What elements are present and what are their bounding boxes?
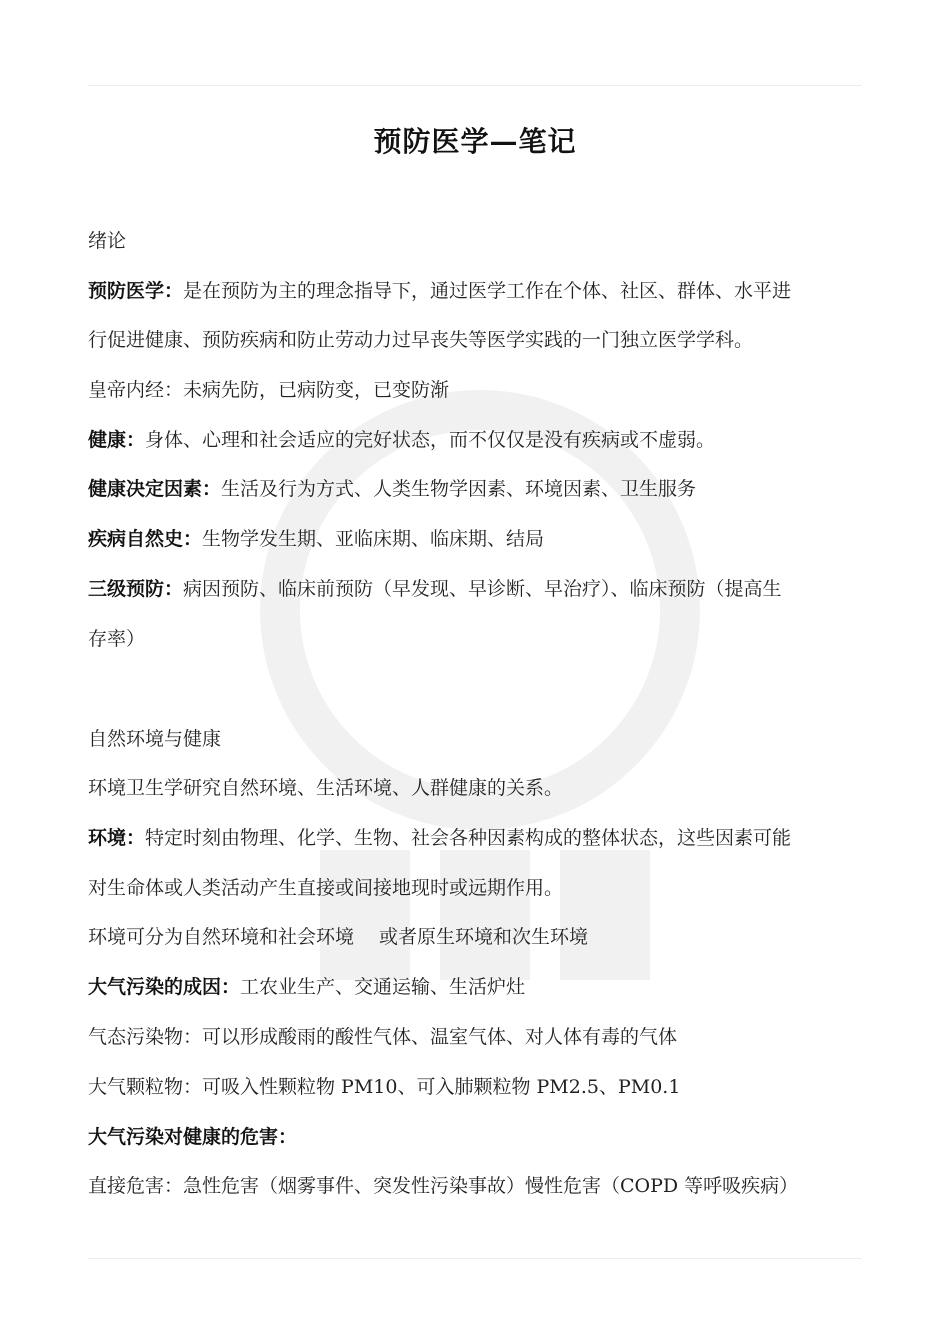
three-level-text: 病因预防、临床前预防（早发现、早诊断、早治疗）、临床预防（提高生 [183, 578, 782, 600]
env-hygiene-line: 环境卫生学研究自然环境、生活环境、人群健康的关系。 [88, 777, 564, 799]
determinants-term: 健康决定因素： [88, 478, 222, 500]
health-term: 健康： [88, 429, 146, 451]
air-cause-text: 工农业生产、交通运输、生活炉灶 [240, 976, 526, 998]
three-level-prevention-line1 [88, 574, 868, 604]
gas-pollutants-line: 气态污染物：可以形成酸雨的酸性气体、温室气体、对人体有毒的气体 [88, 1026, 678, 1048]
footer-rule [88, 1258, 862, 1259]
environment-term: 环境： [88, 827, 146, 849]
huangdi-neijing-line: 皇帝内经：未病先防，已病防变，已变防渐 [88, 379, 450, 401]
environment-text: 特定时刻由物理、化学、生物、社会各种因素构成的整体状态，这些因素可能 [145, 827, 792, 849]
environment-definition-line1 [88, 823, 868, 853]
prevmed-definition-line2: 行促进健康、预防疾病和防止劳动力过早丧失等医学实践的一门独立医学学科。 [88, 329, 754, 351]
health-determinants [88, 474, 868, 504]
air-harm-heading [88, 1122, 868, 1152]
watermark-logo [200, 380, 760, 1000]
health-definition [88, 425, 868, 455]
three-level-term: 三级预防： [88, 578, 184, 600]
environment-definition-line2: 对生命体或人类活动产生直接或间接地现时或远期作用。 [88, 877, 564, 899]
air-cause-term: 大气污染的成因： [88, 976, 241, 998]
health-text: 身体、心理和社会适应的完好状态，而不仅仅是没有疾病或不虚弱。 [145, 429, 716, 451]
page-title: 预防医学—笔记 [373, 125, 577, 158]
header-rule [88, 85, 862, 86]
prevmed-term: 预防医学： [88, 280, 184, 302]
direct-harm-line: 直接危害：急性危害（烟雾事件、突发性污染事故）慢性危害（COPD 等呼吸疾病） [88, 1175, 799, 1197]
environment-types-line: 环境可分为自然环境和社会环境 或者原生环境和次生环境 [88, 926, 589, 948]
natural-history-text: 生物学发生期、亚临床期、临床期、结局 [202, 528, 545, 550]
air-harm-term: 大气污染对健康的危害： [88, 1126, 298, 1148]
disease-natural-history [88, 524, 868, 554]
particulates-line: 大气颗粒物：可吸入性颗粒物 PM10、可入肺颗粒物 PM2.5、PM0.1 [88, 1076, 681, 1098]
section-heading-intro: 绪论 [88, 230, 127, 252]
prevmed-text: 是在预防为主的理念指导下，通过医学工作在个体、社区、群体、水平进 [183, 280, 792, 302]
three-level-prevention-line2: 存率） [88, 628, 146, 650]
prevmed-definition-line1 [88, 276, 868, 306]
natural-history-term: 疾病自然史： [88, 528, 203, 550]
air-pollution-causes [88, 972, 868, 1002]
determinants-text: 生活及行为方式、人类生物学因素、环境因素、卫生服务 [221, 478, 697, 500]
section-heading-environment: 自然环境与健康 [88, 728, 222, 750]
